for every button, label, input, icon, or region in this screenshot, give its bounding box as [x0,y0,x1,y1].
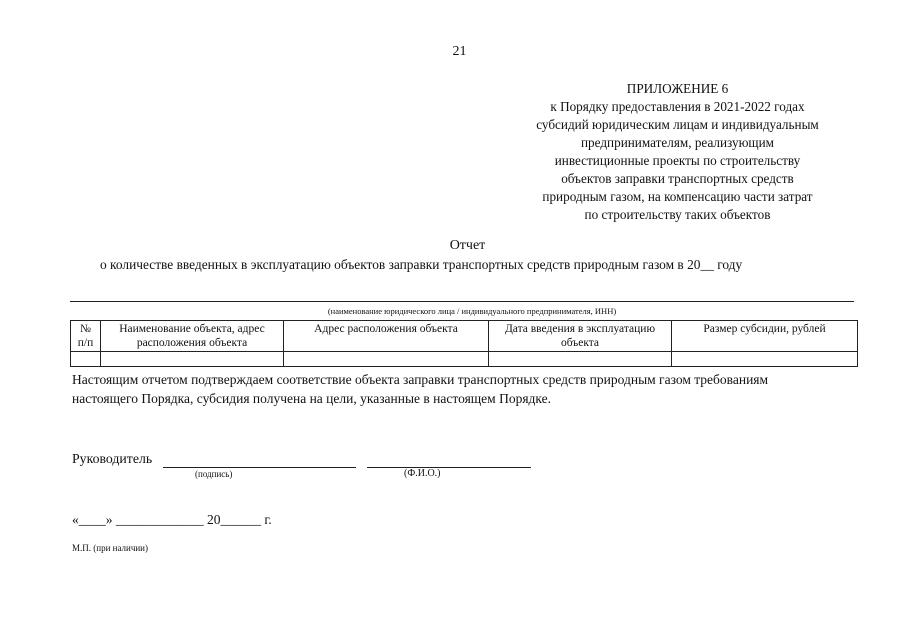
appendix-line: объектов заправки транспортных средств [561,171,794,186]
table-cell[interactable] [672,352,858,367]
full-name-caption: (Ф.И.О.) [404,468,441,479]
stamp-note: М.П. (при наличии) [72,543,148,553]
page-number: 21 [452,44,467,59]
appendix-header [505,80,850,224]
entity-name-line [70,301,854,302]
appendix-line: субсидий юридическим лицам и индивидуальным [536,117,819,132]
confirmation-line: настоящего Порядка, субсидия получена на цели, указанные в настоящем Порядке. [72,391,552,406]
table-header-row [71,321,858,352]
head-label: Руководитель [72,451,153,466]
report-title: Отчет [449,238,486,253]
signature-line[interactable] [163,467,356,468]
confirmation-text [72,370,862,408]
report-subtitle: о количестве введенных в эксплуатацию объектов заправки транспортных средств природным газом в 20__ году [100,257,743,272]
full-name-line[interactable] [367,467,531,468]
table-header-cell: Адрес расположения объекта [284,321,489,352]
table-cell[interactable] [71,352,101,367]
appendix-line: по строительству таких объектов [584,207,771,222]
entity-caption: (наименование юридического лица / индивидуального предпринимателя, ИНН) [327,306,617,316]
table-header-cell: Размер субсидии, рублей [672,321,858,352]
date-line[interactable]: «____» _____________ 20______ г. [72,512,272,527]
table-cell[interactable] [101,352,284,367]
appendix-title: ПРИЛОЖЕНИЕ 6 [626,81,729,96]
table-header-cell: Дата введения в эксплуатацию объекта [489,321,672,352]
report-table [70,320,858,367]
appendix-line: предпринимателям, реализующим [581,135,774,150]
table-cell[interactable] [489,352,672,367]
table-cell[interactable] [284,352,489,367]
confirmation-line: Настоящим отчетом подтверждаем соответствие объекта заправки транспортных средств природным газом требованиям [72,372,769,387]
table-row [71,352,858,367]
table-header-cell: № п/п [71,321,101,352]
appendix-line: природным газом, на компенсацию части затрат [542,189,813,204]
appendix-line: инвестиционные проекты по строительству [554,153,801,168]
signature-caption: (подпись) [195,469,233,479]
table-header-cell: Наименование объекта, адрес расположения объекта [101,321,284,352]
appendix-line: к Порядку предоставления в 2021-2022 годах [550,99,805,114]
